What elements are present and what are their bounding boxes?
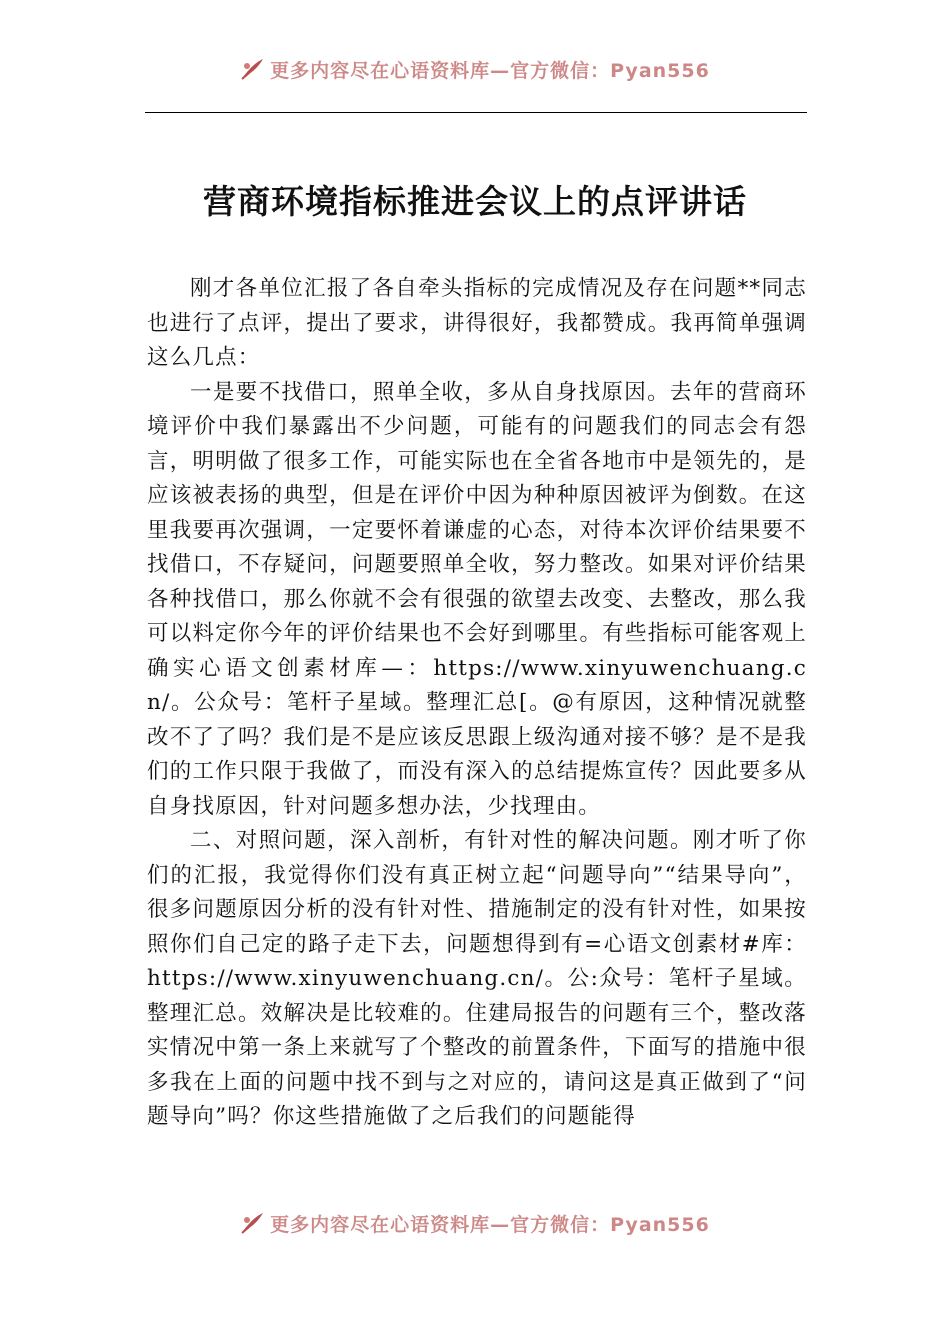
paragraph: 刚才各单位汇报了各自牵头指标的完成情况及存在问题**同志也进行了点评，提出了要求，讲得很好，我都赞成。我再简单强调这么几点： xyxy=(147,276,807,370)
quill-logo-icon xyxy=(240,1211,266,1240)
document-title: 营商环境指标推进会议上的点评讲话 xyxy=(203,182,747,221)
quill-logo-icon xyxy=(240,57,266,86)
footer-watermark xyxy=(0,1210,950,1240)
header-watermark xyxy=(0,56,950,86)
watermark-text: 更多内容尽在心语资料库—官方微信：Pyan556 xyxy=(270,1214,710,1236)
paragraph: 一是要不找借口，照单全收，多从自身找原因。去年的营商环境评价中我们暴露出不少问题，可能有的问题我们的同志会有怨言，明明做了很多工作，可能实际也在全省各地市中是领先的，是应该被表扬的典型，但是在评价中因为种种原因被评为倒数。在这里我要再次强调，一定要怀着谦虚的心态，对待本次评价结果要不找借口，不存疑问，问题要照单全收，努力整改。如果对评价结果各种找借口，那么你就不会有很强的欲望去改变、去整改，那么我可以料定你今年的评价结果也不会好到哪里。有些指标可能客观上确实心语文创素材库—：https://www.xinyuwenchuang.cn/。公众号：笔杆子星域。整理汇总[。@有原因，这种情况就整改不了了吗？我们是不是应该反思跟上级沟通对接不够？是不是我们的工作只限于我做了，而没有深入的总结提炼宣传？因此要多从自身找原因，针对问题多想办法，少找理由。 xyxy=(147,379,807,819)
header-rule xyxy=(145,112,807,113)
paragraph: 二、对照问题，深入剖析，有针对性的解决问题。刚才听了你们的汇报，我觉得你们没有真正树立起“问题导向”“结果导向”，很多问题原因分析的没有针对性、措施制定的没有针对性，如果按照你们自己定的路子走下去，问题想得到有=心语文创素材#库：https://www.xinyuwenchuang.cn/。公:众号：笔杆子星域。整理汇总。效解决是比较难的。住建局报告的问题有三个，整改落实情况中第一条上来就写了个整改的前置条件，下面写的措施中很多我在上面的问题中找不到与之对应的，请问这是真正做到了“问题导向”吗？你这些措施做了之后我们的问题能得 xyxy=(147,828,807,1129)
watermark-text: 更多内容尽在心语资料库—官方微信：Pyan556 xyxy=(270,60,710,82)
document-body xyxy=(147,272,807,1135)
